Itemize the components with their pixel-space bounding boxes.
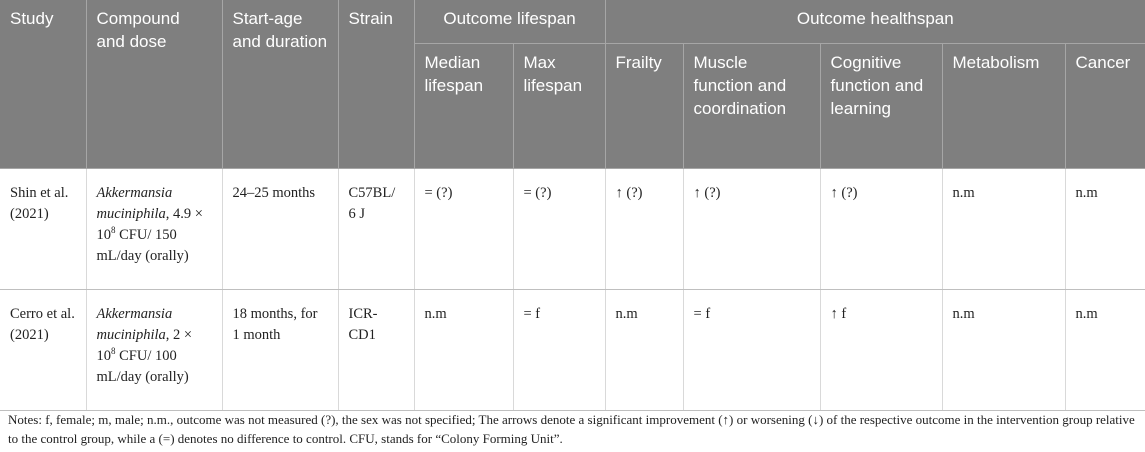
compound-dose: , 4.9 × 10 bbox=[96, 206, 203, 243]
cell-compound bbox=[86, 169, 222, 290]
header-max-lifespan: Max lifespan bbox=[513, 44, 605, 169]
cell-median: n.m bbox=[414, 290, 513, 411]
header-study: Study bbox=[0, 0, 86, 169]
cell-startage: 18 months, for 1 month bbox=[222, 290, 338, 411]
header-outcome-healthspan: Outcome healthspan bbox=[605, 0, 1145, 44]
cell-startage: 24–25 months bbox=[222, 169, 338, 290]
header-row-top bbox=[0, 0, 1145, 44]
compound-dose: , 2 × 10 bbox=[96, 327, 193, 364]
compound-name: Akkermansia muciniphila bbox=[96, 185, 173, 222]
compound-dose-rest: CFU/ 150 mL/day (orally) bbox=[96, 227, 189, 264]
cell-max: = (?) bbox=[513, 169, 605, 290]
header-outcome-lifespan: Outcome lifespan bbox=[414, 0, 605, 44]
cell-cancer: n.m bbox=[1065, 169, 1145, 290]
header-cancer: Cancer bbox=[1065, 44, 1145, 169]
cell-strain: ICR-CD1 bbox=[338, 290, 414, 411]
cell-compound bbox=[86, 290, 222, 411]
cell-metabolism: n.m bbox=[942, 290, 1065, 411]
cell-study: Shin et al. (2021) bbox=[0, 169, 86, 290]
header-median-lifespan: Median lifespan bbox=[414, 44, 513, 169]
table-row bbox=[0, 290, 1145, 411]
header-strain: Strain bbox=[338, 0, 414, 169]
cell-frailty: ↑ (?) bbox=[605, 169, 683, 290]
cell-max: = f bbox=[513, 290, 605, 411]
cell-muscle: = f bbox=[683, 290, 820, 411]
table-row bbox=[0, 169, 1145, 290]
compound-name: Akkermansia muciniphila bbox=[96, 306, 173, 343]
cell-study: Cerro et al. (2021) bbox=[0, 290, 86, 411]
compound-exponent: 8 bbox=[111, 346, 116, 357]
cell-median: = (?) bbox=[414, 169, 513, 290]
cell-cognitive: ↑ (?) bbox=[820, 169, 942, 290]
compound-exponent: 8 bbox=[111, 225, 116, 236]
cell-frailty: n.m bbox=[605, 290, 683, 411]
header-compound: Compound and dose bbox=[86, 0, 222, 169]
cell-cancer: n.m bbox=[1065, 290, 1145, 411]
compound-dose-rest: CFU/ 100 mL/day (orally) bbox=[96, 348, 189, 385]
cell-cognitive: ↑ f bbox=[820, 290, 942, 411]
header-frailty: Frailty bbox=[605, 44, 683, 169]
header-cognitive: Cognitive function and learning bbox=[820, 44, 942, 169]
cell-muscle: ↑ (?) bbox=[683, 169, 820, 290]
header-startage: Start-age and duration bbox=[222, 0, 338, 169]
cell-strain: C57BL/ 6 J bbox=[338, 169, 414, 290]
table-notes: Notes: f, female; m, male; n.m., outcome was not measured (?), the sex was not specified; The arrows denote a significant improvement (↑) or worsening (↓) of the respective outcome in the intervention group relative to the control group, while a (=) denotes no difference to control. CFU, stands for “Colony Forming Unit”. bbox=[8, 412, 1135, 446]
header-metabolism: Metabolism bbox=[942, 44, 1065, 169]
header-muscle: Muscle function and coordination bbox=[683, 44, 820, 169]
cell-metabolism: n.m bbox=[942, 169, 1065, 290]
